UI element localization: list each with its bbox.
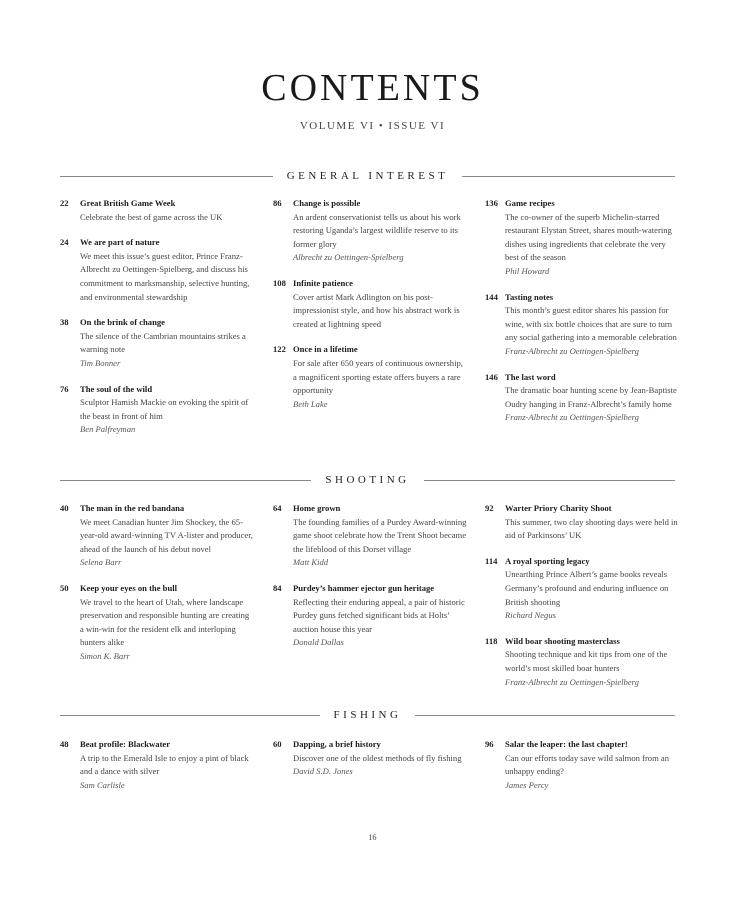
article-author: Donald Dallas [293,637,344,648]
article-title: Tasting notes [505,291,554,302]
toc-entry[interactable] [273,343,468,411]
article-title: We are part of nature [80,237,160,248]
article-author: Franz-Albrecht zu Oettingen-Spielberg [505,345,639,356]
article-title: The last word [505,371,556,382]
toc-entry[interactable] [60,383,255,437]
article-description: The dramatic boar hunting scene by Jean-Baptiste Oudry hanging in Franz-Albrecht’s family home [505,385,677,409]
divider-rule [60,715,320,716]
section-heading-fishing [60,708,675,722]
page-ref-number: 96 [485,739,494,749]
toc-entry[interactable] [485,502,680,543]
page-ref-number: 76 [60,383,69,394]
page-ref-number: 136 [485,198,498,208]
article-description: Shooting technique and kit tips from one of the world’s most skilled boar hunters [505,649,668,673]
toc-entry[interactable] [60,236,255,304]
page-ref-number: 48 [60,739,69,749]
article-title: The soul of the wild [80,383,153,394]
article-title: Game recipes [505,198,555,208]
article-title: Salar the leaper: the last chapter! [505,739,628,749]
article-title: Purdey’s hammer ejector gun heritage [293,582,435,593]
article-description: Discover one of the oldest methods of fly fishing [293,752,462,763]
article-title: Once in a lifetime [293,344,358,355]
article-description: We meet Canadian hunter Jim Shockey, the 65-year-old award-winning TV A-lister and producer, ahead of the launch of his debut novel [80,516,253,554]
toc-entry[interactable] [60,582,255,664]
page-ref-number: 118 [485,635,498,646]
toc-entry[interactable] [273,197,468,265]
page-ref-number: 40 [60,503,69,513]
article-title: Infinite patience [293,277,353,288]
divider-rule [415,715,675,716]
section-heading-shooting [60,473,675,487]
article-author: Phil Howard [505,265,550,276]
toc-entry[interactable] [273,738,468,779]
toc-entry[interactable] [485,555,680,623]
shooting-column-2 [273,502,468,662]
article-author: Sam Carlisle [80,779,125,790]
article-title: Beat profile: Blackwater [80,739,171,749]
page-ref-number: 92 [485,503,494,513]
page-ref-number: 122 [273,344,286,355]
general-interest-column-2 [273,197,468,423]
article-title: On the brink of change [80,317,165,328]
divider-rule [462,176,675,177]
article-author: Selena Barr [80,557,122,568]
article-title: Warter Priory Charity Shoot [505,503,612,513]
toc-entry[interactable] [60,316,255,370]
page-ref-number: 60 [273,739,282,749]
page-ref-number: 86 [273,198,282,208]
article-author: Ben Palfreyman [80,424,136,435]
toc-entry[interactable] [485,371,680,425]
article-author: Matt Kidd [293,557,329,568]
toc-entry[interactable] [485,197,680,279]
section-label: GENERAL INTEREST [286,170,449,182]
article-author: Simon K. Barr [80,650,130,661]
page-ref-number: 24 [60,237,69,248]
article-title: A royal sporting legacy [505,555,590,566]
toc-entry[interactable] [485,635,680,689]
divider-rule [60,480,311,481]
page-title: CONTENTS [261,67,484,109]
article-description: Sculptor Hamish Mackie on evoking the spirit of the beast in front of him [80,397,249,421]
article-title: Keep your eyes on the bull [80,582,178,593]
shooting-column-1 [60,502,255,676]
article-author: Franz-Albrecht zu Oettingen-Spielberg [505,412,639,423]
page-ref-number: 84 [273,582,282,593]
article-description: This month’s guest editor shares his passion for wine, with six bottle choices that are sure to turn any social gathering into a memorable celebration [505,305,677,343]
article-description: Cover artist Mark Adlington on his post-impressionist style, and how his abstract work is created at lightning speed [293,291,460,329]
issue-subtitle: VOLUME VI • ISSUE VI [299,120,446,132]
article-description: This summer, two clay shooting days were held in aid of Parkinsons’ UK [505,516,678,541]
page-ref-number: 64 [273,503,282,513]
article-author: Tim Bonner [80,357,121,368]
article-author: Franz-Albrecht zu Oettingen-Spielberg [505,676,639,687]
page-ref-number: 144 [485,291,498,302]
toc-entry[interactable] [485,738,680,792]
article-description: Celebrate the best of game across the UK [80,211,223,222]
article-author: Richard Negus [505,610,556,621]
toc-entry[interactable] [273,277,468,331]
article-description: We meet this issue’s guest editor, Prince Franz-Albrecht zu Oettingen-Spielberg, and discuss his commitment to marksmanship, selective hunting, and environmental stewardship [80,250,250,302]
section-label: FISHING [333,709,402,721]
divider-rule [424,480,675,481]
article-description: We travel to the heart of Utah, where landscape preservation and responsible hunting are creating a win-win for the resident elk and interloping hunters alike [80,596,250,648]
divider-rule [60,176,273,177]
article-author: David S.D. Jones [293,766,353,777]
page-ref-number: 22 [60,198,69,208]
article-title: Great British Game Week [80,198,176,208]
article-title: Dapping, a brief history [293,739,381,749]
article-description: The founding families of a Purdey Award-winning game shoot celebrate how the Trent Shoot became the lifeblood of this Dorset village [293,516,467,554]
article-author: Albrecht zu Oettingen-Spielberg [293,252,404,263]
article-description: The silence of the Cambrian mountains strikes a warning note [80,330,246,355]
article-title: The man in the red bandana [80,503,185,513]
article-title: Wild boar shooting masterclass [505,635,620,646]
section-heading-general-interest [60,169,675,183]
article-description: For sale after 650 years of continuous ownership, a magnificent sporting estate offers buyers a rare opportunity [293,357,463,396]
article-description: Unearthing Prince Albert’s game books reveals Germany’s profound and enduring influence on British shooting [505,569,669,607]
page-ref-number: 50 [60,582,69,593]
page-ref-number: 146 [485,371,498,382]
article-title: Change is possible [293,198,361,208]
toc-entry[interactable] [273,502,468,570]
section-label: SHOOTING [325,474,410,486]
toc-entry[interactable] [485,291,680,359]
page-ref-number: 108 [273,277,286,288]
article-description: The co-owner of the superb Michelin-starred restaurant Elystan Street, shares mouth-watering dishes using ingredients that celebrate the very best of the season [505,211,672,263]
article-description: A trip to the Emerald Isle to enjoy a pint of black and a dance with silver [80,752,249,777]
article-author: James Percy [505,779,549,790]
article-author: Beth Lake [293,398,328,409]
page-ref-number: 114 [485,555,498,566]
page-ref-number: 38 [60,317,69,328]
fishing-column-2 [273,738,468,791]
article-description: Can our efforts today save wild salmon from an unhappy ending? [505,752,670,777]
general-interest-column-3 [485,197,680,437]
fishing-column-1 [60,738,255,804]
toc-entry[interactable] [60,738,255,792]
toc-entry[interactable] [273,582,468,650]
shooting-column-3 [485,502,680,701]
fishing-column-3 [485,738,680,804]
toc-entry[interactable] [60,502,255,570]
article-description: Reflecting their enduring appeal, a pair of historic Purdey guns fetched significant bids at Holts’ auction house this year [293,596,465,634]
general-interest-column-1 [60,197,255,449]
article-title: Home grown [293,503,341,513]
toc-entry[interactable] [60,197,255,224]
article-description: An ardent conservationist tells us about his work restoring Uganda’s largest wildlife reserve to its former glory [293,211,461,249]
page-number: 16 [368,833,377,842]
